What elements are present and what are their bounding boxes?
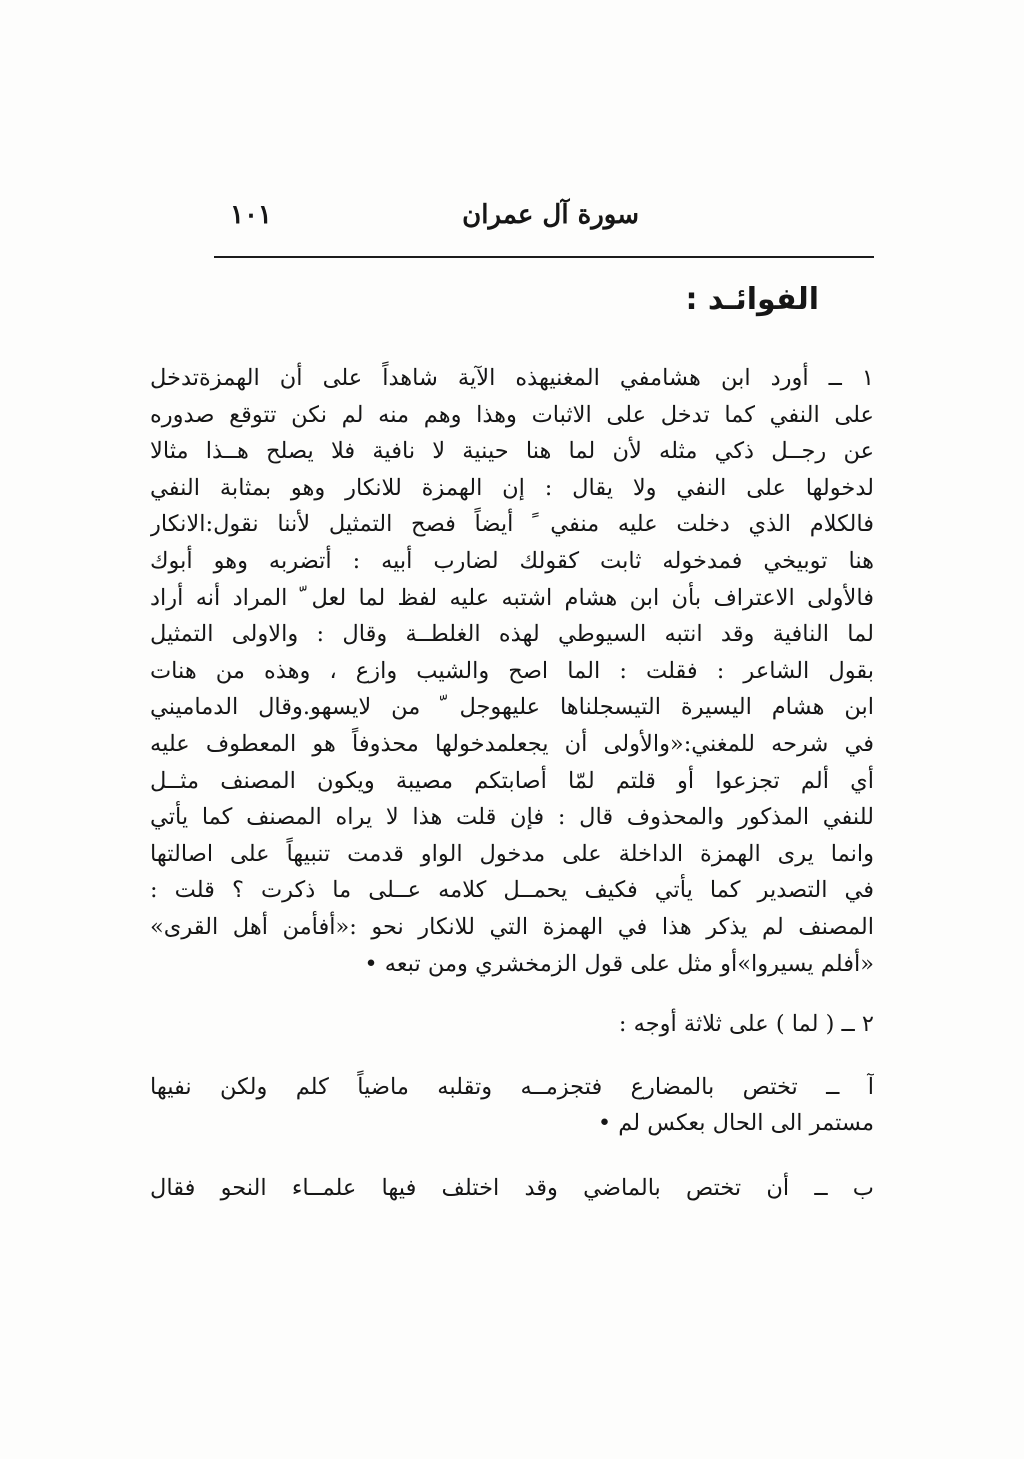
text-line: آ ــ تختص بالمضارع فتجزمــه وتقلبه ماضياً كلم ولكن نفيها <box>150 1073 874 1100</box>
text-line: فالكلام الذي دخلت عليه منفي ً أيضاً فصح التمثيل لأننا نقول:الانكار <box>150 511 874 538</box>
text-line: على النفي كما تدخل على الاثبات وهذا وهم منه لم نكن تتوقع صدوره <box>150 401 874 428</box>
text-line: أي ألم تجزعوا أو قلتم لمّا أصابتكم مصيبة ويكون المصنف مثــل <box>150 767 874 794</box>
paragraph-gap <box>150 982 874 1006</box>
text-line: «أفلم يسيروا»أو مثل على قول الزمخشري ومن تبعه • <box>364 950 874 977</box>
text-line: هنا توبيخي فمدخوله ثابت كقولك لضارب أبيه : أتضربه وهو أبوك <box>150 547 874 574</box>
text-line: المصنف لم يذكر هذا في الهمزة التي للانكار نحو :«أفأمن أهل القرى» <box>150 913 874 940</box>
paragraph-2 <box>150 1006 874 1043</box>
text-line: لما النافية وقد انتبه السيوطي لهذه الغلطــة وقال : والاولى التمثيل <box>150 621 874 648</box>
text-line: ١ ــ أورد ابن هشامفي المغنيهذه الآية شاهداً على أن الهمزةتدخل <box>150 365 874 391</box>
header-rule <box>214 256 874 258</box>
text-line: ٢ ــ ( لما ) على ثلاثة أوجه : <box>618 1011 874 1038</box>
text-line: في التصدير كما يأتي فكيف يحمــل كلامه عــلى ما ذكرت ؟ قلت : <box>150 877 874 904</box>
paragraph-4 <box>150 1170 874 1207</box>
running-header <box>214 192 874 242</box>
text-line: عن رجــل ذكي مثله لأن لما هنا حينية لا نافية فلا يصلح هــذا مثالا <box>150 438 874 465</box>
paragraph-1 <box>150 360 874 982</box>
text-line: لدخولها على النفي ولا يقال : إن الهمزة للانكار وهو بمثابة النفي <box>150 474 874 501</box>
paragraph-gap <box>150 1142 874 1170</box>
paragraph-gap <box>150 1043 874 1069</box>
text-line: في شرحه للمغني:«والأولى أن يجعلمدخولها محذوفاً هو المعطوف عليه <box>150 730 874 757</box>
text-line: بقول الشاعر : فقلت : الما اصح والشيب وازع ، وهذه من هنات <box>150 657 874 684</box>
page-number: ١٠١ <box>230 200 272 230</box>
section-title: الفوائـد : <box>685 282 819 317</box>
text-line: وانما يرى الهمزة الداخلة على مدخول الواو قدمت تنبيهاً على اصالتها <box>150 840 874 867</box>
paragraph-3 <box>150 1069 874 1142</box>
text-line: ب ــ أن تختص بالماضي وقد اختلف فيها علمــاء النحو فقال <box>150 1174 874 1201</box>
text-line: للنفي المذكور والمحذوف قال : فإن قلت هذا لا يراه المصنف كما يأتي <box>150 804 874 831</box>
text-line: ابن هشام اليسيرة التيسجلناها عليهوجل ّ من لايسهو.وقال الدماميني <box>150 694 874 721</box>
surah-title: سورة آل عمران <box>462 200 639 230</box>
text-line: مستمر الى الحال بعكس لم • <box>597 1110 874 1137</box>
body-text <box>150 360 874 1206</box>
text-line: فالأولى الاعتراف بأن ابن هشام اشتبه عليه لفظ لما لعل ّ المراد أنه أراد <box>150 584 874 611</box>
